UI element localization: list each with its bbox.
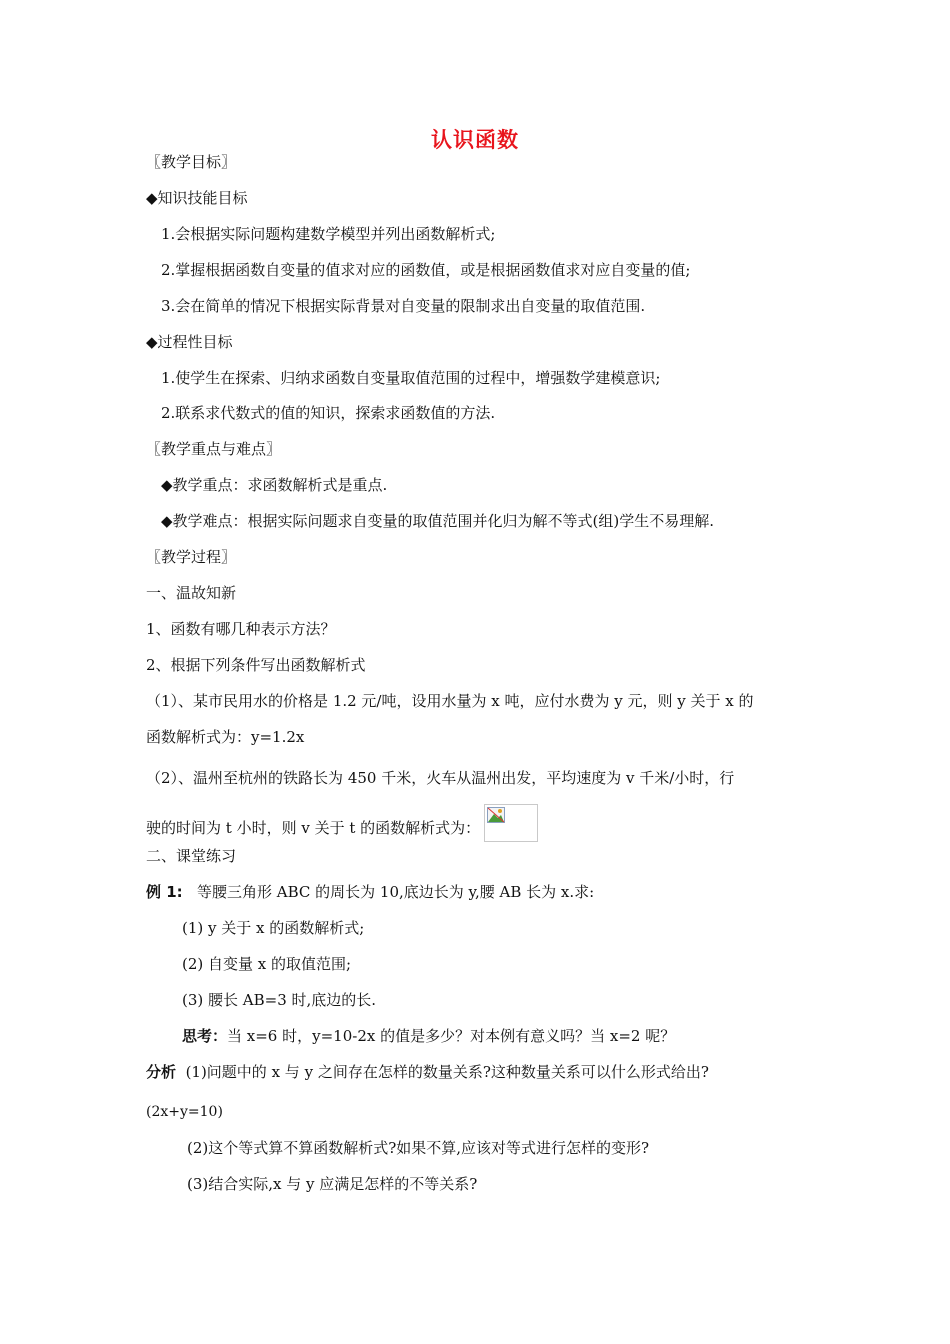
question-1: 1、函数有哪几种表示方法？ <box>146 620 336 638</box>
objective-item-2: 2.掌握根据函数自变量的值求对应的函数值，或是根据函数值求对应自变量的值; <box>161 261 691 279</box>
broken-image-icon <box>484 804 538 842</box>
analysis-equation: (2x+y=10) <box>146 1104 223 1120</box>
example-1-label: 例 1: <box>146 883 183 901</box>
part-one-heading: 一、温故知新 <box>146 584 237 602</box>
analysis-text: (1)问题中的 x 与 y 之间存在怎样的数量关系?这种数量关系可以什么形式给出? <box>185 1063 709 1081</box>
key-point: ◆教学重点：求函数解析式是重点. <box>161 476 388 494</box>
example-1-part-1: (1) y 关于 x 的函数解析式; <box>182 919 365 937</box>
question-2-item-2: （2）、温州至杭州的铁路长为 450 千米，火车从温州出发，平均速度为 v 千米/小时，行 <box>146 769 735 787</box>
page-title: 认识函数 <box>431 128 519 152</box>
image-placeholder-icon <box>487 807 505 823</box>
section-heading-objectives: 〖教学目标〗 <box>146 153 237 171</box>
analysis-item-3: (3)结合实际,x 与 y 应满足怎样的不等关系? <box>187 1175 478 1193</box>
analysis-line <box>146 1062 709 1082</box>
objective-item-3: 3.会在简单的情况下根据实际背景对自变量的限制求出自变量的取值范围. <box>161 297 646 315</box>
subheading-knowledge-skills: ◆知识技能目标 <box>146 189 248 207</box>
section-heading-process: 〖教学过程〗 <box>146 548 237 566</box>
process-item-1: 1.使学生在探索、归纳求函数自变量取值范围的过程中，增强数学建模意识; <box>161 369 661 387</box>
section-heading-key-points: 〖教学重点与难点〗 <box>146 440 282 458</box>
analysis-item-2: (2)这个等式算不算函数解析式?如果不算,应该对等式进行怎样的变形? <box>187 1139 650 1157</box>
process-item-2: 2.联系求代数式的值的知识，探索求函数值的方法. <box>161 404 496 422</box>
example-1 <box>146 882 594 902</box>
question-2-item-1: （1）、某市民用水的价格是 1.2 元/吨，设用水量为 x 吨，应付水费为 y 元，则 y 关于 x 的 <box>146 692 754 710</box>
think-text: 当 x=6 时，y=10-2x 的值是多少？对本例有意义吗？当 x=2 呢？ <box>227 1027 676 1045</box>
example-1-part-2: (2) 自变量 x 的取值范围; <box>182 955 352 973</box>
example-1-text: 等腰三角形 ABC 的周长为 10,底边长为 y,腰 AB 长为 x.求: <box>196 883 595 901</box>
objective-item-1: 1.会根据实际问题构建数学模型并列出函数解析式; <box>161 225 496 243</box>
think-line <box>182 1026 675 1046</box>
question-2: 2、根据下列条件写出函数解析式 <box>146 656 366 674</box>
think-label: 思考： <box>182 1027 228 1045</box>
question-2-item-2-cont <box>146 810 538 848</box>
part-two-heading: 二、课堂练习 <box>146 847 237 865</box>
difficult-point: ◆教学难点：根据实际问题求自变量的取值范围并化归为解不等式(组)学生不易理解. <box>161 512 715 530</box>
analysis-label: 分析 <box>146 1063 177 1081</box>
example-1-part-3: (3) 腰长 AB=3 时,底边的长. <box>182 991 377 1009</box>
subheading-process: ◆过程性目标 <box>146 333 233 351</box>
question-2-item-1-answer: 函数解析式为：y=1.2x <box>146 728 305 746</box>
question-2-item-2-text: 驶的时间为 t 小时，则 v 关于 t 的函数解析式为： <box>146 819 481 837</box>
